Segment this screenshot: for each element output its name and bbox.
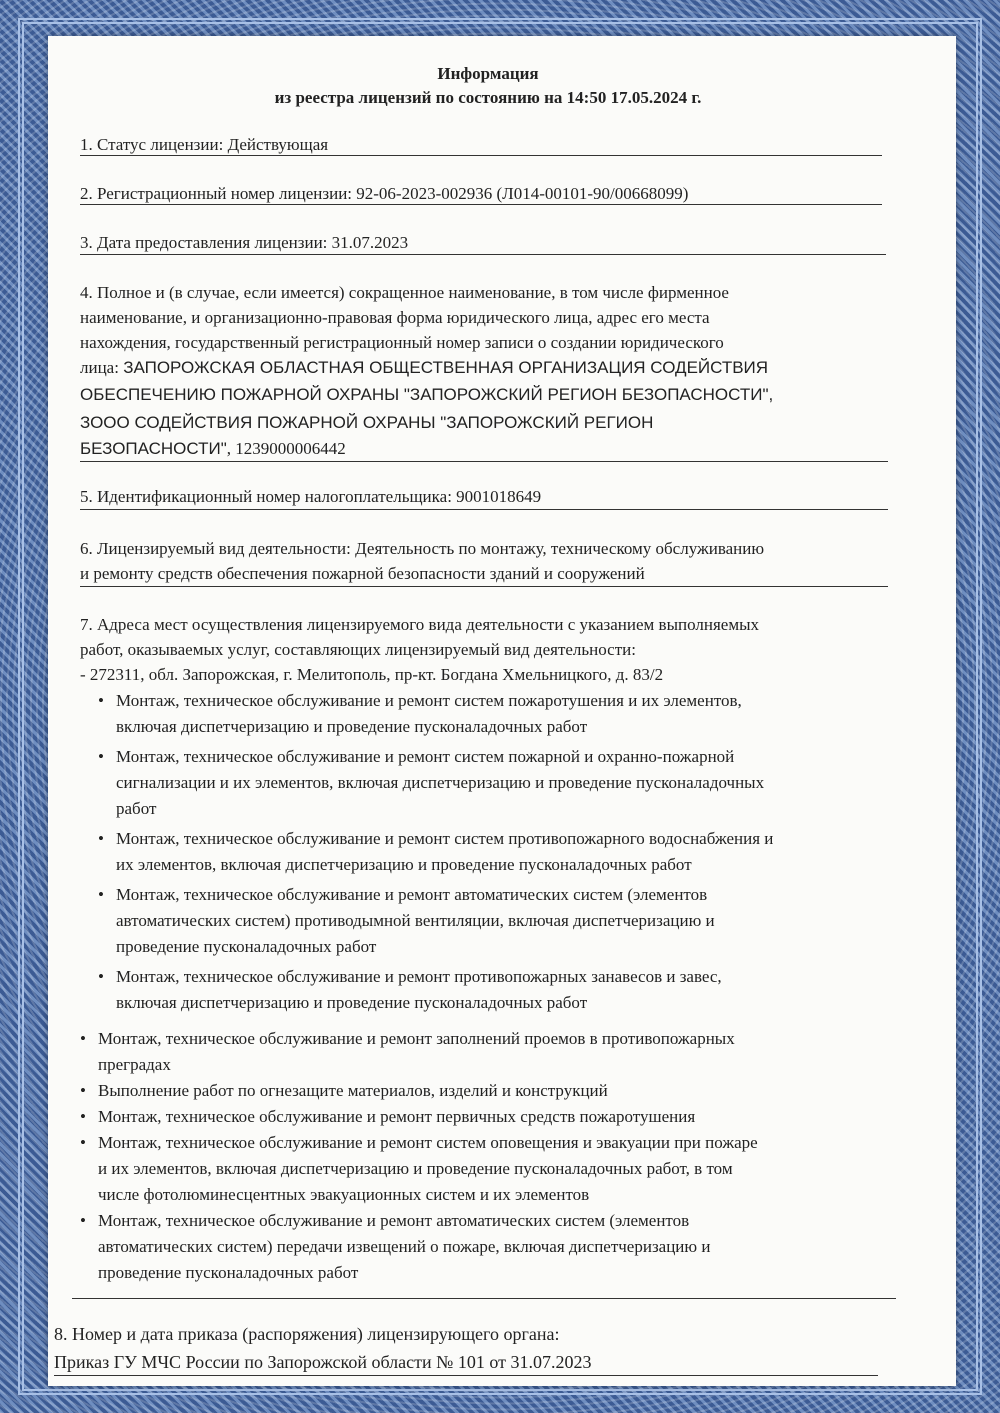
- underline: [80, 155, 882, 156]
- underline: [80, 461, 888, 462]
- org-name-label-line-1: 4. Полное и (в случае, если имеется) сокращенное наименование, в том числе фирменное: [80, 283, 729, 302]
- work-item: • Монтаж, техническое обслуживание и ремонт первичных средств пожаротушения: [72, 1104, 952, 1130]
- org-name-prefix: лица:: [80, 358, 124, 377]
- org-name-line-7: [80, 436, 346, 461]
- work-item: • Монтаж, техническое обслуживание и ремонт систем оповещения и эвакуации при пожаре и их элементов, включая диспетчеризацию и проведение пусконаладочных работ, в том числе фотолюминесцентных эвакуационных систем и их элементов: [72, 1130, 952, 1208]
- activity-address: - 272311, обл. Запорожская, г. Мелитополь, пр-кт. Богдана Хмельницкого, д. 83/2: [80, 665, 664, 684]
- document-title: Информация: [437, 64, 539, 83]
- work-item: • Монтаж, техническое обслуживание и ремонт противопожарных занавесов и завес, включая диспетчеризацию и проведение пусконаладочных работ: [90, 964, 952, 1016]
- order-number-date: Приказ ГУ МЧС России по Запорожской области № 101 от 31.07.2023: [54, 1352, 592, 1372]
- underline: [80, 254, 886, 255]
- work-item: • Монтаж, техническое обслуживание и ремонт автоматических систем (элементов автоматических систем) противодымной вентиляции, включая диспетчеризацию и проведение пусконаладочных работ: [90, 882, 952, 960]
- underline: [80, 204, 882, 205]
- org-full-name-part-1: ЗАПОРОЖСКАЯ ОБЛАСТНАЯ ОБЩЕСТВЕННАЯ ОРГАНИЗАЦИЯ СОДЕЙСТВИЯ: [123, 358, 769, 377]
- work-item: • Монтаж, техническое обслуживание и ремонт автоматических систем (элементов автоматических систем) передачи извещений о пожаре, включая диспетчеризацию и проведение пусконаладочных работ: [72, 1208, 952, 1286]
- document-subtitle: из реестра лицензий по состоянию на 14:50 17.05.2024 г.: [274, 88, 702, 107]
- work-item: • Монтаж, техническое обслуживание и ремонт заполнений проемов в противопожарных преградах: [72, 1026, 952, 1078]
- order-label: 8. Номер и дата приказа (распоряжения) лицензирующего органа:: [54, 1324, 560, 1344]
- work-item: • Выполнение работ по огнезащите материалов, изделий и конструкций: [72, 1078, 952, 1104]
- work-item: • Монтаж, техническое обслуживание и ремонт систем пожарной и охранно-пожарной сигнализации и их элементов, включая диспетчеризацию и проведение пусконаладочных работ: [90, 744, 952, 822]
- org-full-name-part-2: ОБЕСПЕЧЕНИЮ ПОЖАРНОЙ ОХРАНЫ "ЗАПОРОЖСКИЙ РЕГИОН БЕЗОПАСНОСТИ",: [80, 385, 774, 404]
- org-name-label-line-3: нахождения, государственный регистрационный номер записи о создании юридического: [80, 333, 724, 352]
- taxpayer-id: 5. Идентификационный номер налогоплательщика: 9001018649: [80, 487, 542, 506]
- work-item: • Монтаж, техническое обслуживание и ремонт систем противопожарного водоснабжения и их элементов, включая диспетчеризацию и проведение пусконаладочных работ: [90, 826, 952, 878]
- activity-type-line-2: и ремонту средств обеспечения пожарной безопасности зданий и сооружений: [80, 564, 645, 583]
- license-document: [48, 36, 956, 1386]
- underline: [80, 586, 888, 587]
- works-list-b: [72, 1026, 952, 1286]
- license-reg-number: 2. Регистрационный номер лицензии: 92-06-2023-002936 (Л014-00101-90/00668099): [80, 184, 689, 203]
- addresses-label-line-1: 7. Адреса мест осуществления лицензируемого вида деятельности с указанием выполняемых: [80, 615, 759, 634]
- underline: [72, 1298, 896, 1299]
- license-status: 1. Статус лицензии: Действующая: [80, 135, 329, 154]
- works-list-a: [90, 688, 952, 1016]
- activity-type-line-1: 6. Лицензируемый вид деятельности: Деятельность по монтажу, техническому обслуживанию: [80, 539, 765, 558]
- org-name-label-line-2: наименование, и организационно-правовая форма юридического лица, адрес его места: [80, 308, 710, 327]
- addresses-label-line-2: работ, оказываемых услуг, составляющих лицензируемый вид деятельности:: [80, 640, 636, 659]
- org-short-name: ЗООО СОДЕЙСТВИЯ ПОЖАРНОЙ ОХРАНЫ "ЗАПОРОЖСКИЙ РЕГИОН: [80, 413, 654, 432]
- org-name-line-4: [80, 355, 768, 380]
- work-item: • Монтаж, техническое обслуживание и ремонт систем пожаротушения и их элементов, включая диспетчеризацию и проведение пусконаладочных работ: [90, 688, 952, 740]
- org-ogrn: , 1239000006442: [226, 439, 346, 458]
- underline: [80, 509, 888, 510]
- license-date: 3. Дата предоставления лицензии: 31.07.2023: [80, 233, 409, 252]
- org-short-name-end: БЕЗОПАСНОСТИ": [80, 439, 227, 458]
- underline: [54, 1375, 878, 1376]
